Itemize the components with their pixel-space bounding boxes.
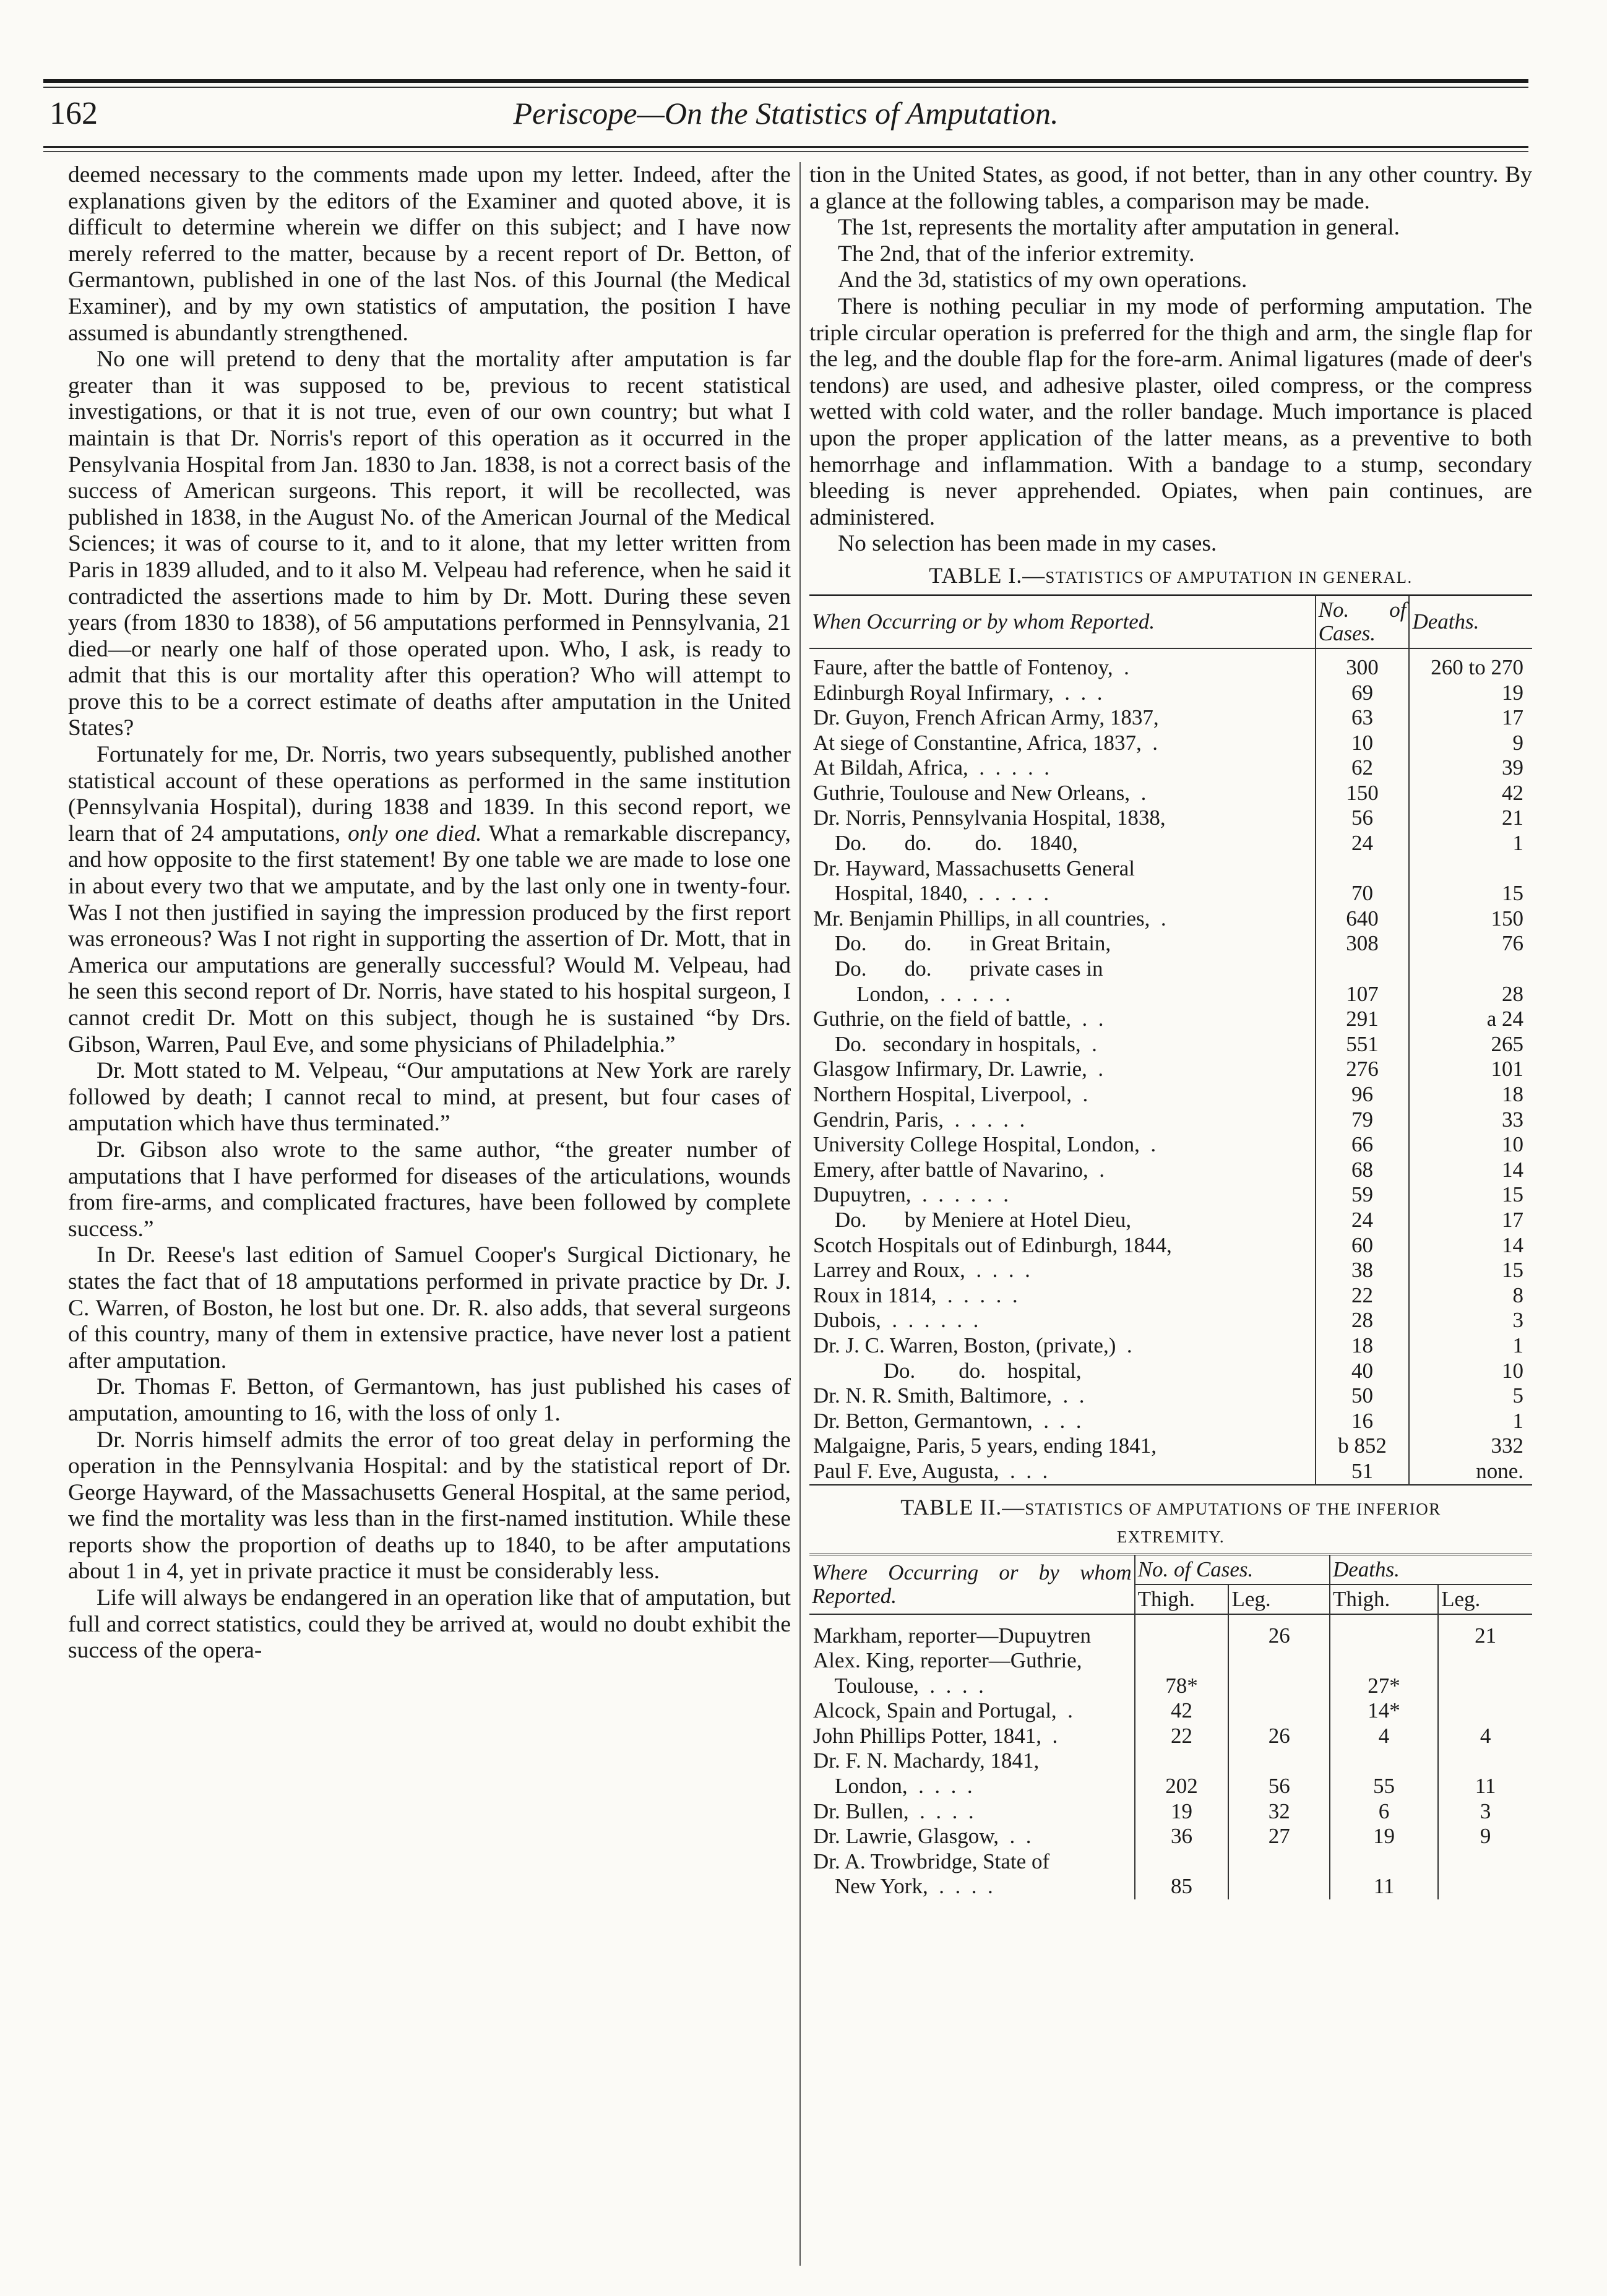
table2-row-value [1228,1648,1330,1674]
table1-row-label: Do. do. private cases in [813,957,1103,981]
table1-row-label: At siege of Constantine, Africa, 1837, . [813,730,1158,755]
paragraph: Dr. Mott stated to M. Velpeau, “Our amputations at New York are rarely followed by death; I cannot recal to mind, at present, but four cases of amputation which have thus terminated.” [68,1058,791,1137]
table1-row-value: 150 [1316,781,1410,806]
table2-row-value: 21 [1438,1614,1532,1649]
list-item: The 1st, represents the mortality after amputation in general. [838,215,1400,241]
table1-row [809,1308,1532,1333]
table1-row [809,1032,1532,1057]
table1-row-value: b 852 [1316,1434,1410,1459]
table1-row-label: Scotch Hospitals out of Edinburgh, 1844, [813,1232,1172,1257]
table2-row-value [1438,1648,1532,1674]
table2-row-value: 4 [1330,1724,1438,1749]
table1-row-label: Do. do. hospital, [813,1358,1082,1383]
table1-row-value: 40 [1316,1359,1410,1384]
table1-row-value: 14 [1409,1233,1532,1258]
table1-row-label: Glasgow Infirmary, Dr. Lawrie, . [813,1057,1104,1081]
table1-row-label: Dupuytren, . . . . . . [813,1182,1009,1207]
right-column [809,162,1532,1899]
table2-row-value [1135,1748,1229,1774]
table1-row-label: London, . . . . . [813,981,1010,1006]
table2-row-value: 26 [1228,1614,1330,1649]
table1-row-label: Malgaigne, Paris, 5 years, ending 1841, [813,1434,1157,1458]
table2-caption-main: TABLE II.— [900,1494,1025,1520]
table1-row-label: Do. do. do. 1840, [813,831,1078,856]
paragraph: tion in the United States, as good, if not better, than in any other country. By a glance at the following tables, a comparison may be made. [809,162,1532,214]
table1-header-cases: No. of Cases. [1316,595,1410,648]
table1-row-value [1409,957,1532,982]
table1-row-label: Roux in 1814, . . . . . [813,1283,1018,1307]
table2-row-value: 26 [1228,1724,1330,1749]
table1-caption-main: TABLE I.— [929,562,1046,588]
table1-row [809,931,1532,957]
table2-row-label: John Phillips Potter, 1841, . [813,1723,1058,1748]
paragraph: Life will always be endangered in an operation like that of amputation, but full and correct statistics, could they be arrived at, would no doubt exhibit the success of the opera- [68,1585,791,1664]
table1-row-value: 60 [1316,1233,1410,1258]
table1-row-value: 24 [1316,831,1410,856]
table2-row-value: 14* [1330,1698,1438,1724]
table2-row-value: 19 [1135,1799,1229,1825]
table1-row-value: 150 [1409,906,1532,932]
table2-row-value [1438,1674,1532,1699]
table1-row [809,648,1532,681]
table1-row-label: Do. secondary in hospitals, . [813,1031,1097,1056]
table1-row-label: Emery, after battle of Navarino, . [813,1157,1105,1182]
table2-row-value [1228,1674,1330,1699]
table1-row-value: 17 [1409,1208,1532,1233]
list-item: The 2nd, that of the inferior extremity. [838,241,1195,267]
table2-row-value: 27 [1228,1824,1330,1849]
table2 [809,1554,1532,1900]
table1-row [809,982,1532,1007]
table2-row-value [1438,1849,1532,1875]
table1-row-value: 291 [1316,1007,1410,1032]
table1-row-value: 15 [1409,881,1532,906]
table1-row-value: 332 [1409,1434,1532,1459]
table1-row [809,1233,1532,1258]
table1-row-label: Dr. Betton, Germantown, . . . [813,1408,1082,1433]
table2-row-value: 42 [1135,1698,1229,1724]
table1-row-label: Edinburgh Royal Infirmary, . . . [813,680,1103,705]
table1-row [809,1359,1532,1384]
table1-caption-smallcaps: STATISTICS OF AMPUTATION IN GENERAL. [1045,567,1413,587]
table2-header-cases: No. of Cases. [1135,1554,1330,1584]
table2-row-value: 32 [1228,1799,1330,1825]
table2-row-label: Dr. A. Trowbridge, State of [813,1849,1050,1873]
table1-row-value: 265 [1409,1032,1532,1057]
table2-row-value [1330,1748,1438,1774]
header-rule [43,146,1528,148]
table1-row-value: 8 [1409,1283,1532,1309]
table1-header-when: When Occurring or by whom Reported. [809,595,1316,648]
table1-row [809,906,1532,932]
table2-subheader-leg: Leg. [1438,1584,1532,1614]
table1-row-value: 19 [1409,681,1532,706]
table1-row-value: 24 [1316,1208,1410,1233]
running-title: Periscope—On the Statistics of Amputation. [513,96,1059,131]
table1-row [809,831,1532,856]
table1-row-value: 76 [1409,931,1532,957]
table1-row [809,1283,1532,1309]
table1-row-value: 260 to 270 [1409,648,1532,681]
emphasis: only one died. [348,820,482,846]
table1-row-label: Mr. Benjamin Phillips, in all countries, . [813,906,1166,931]
table1-row [809,1107,1532,1133]
table1-row-label: Dr. N. R. Smith, Baltimore, . . [813,1383,1085,1408]
table1-row [809,1132,1532,1158]
left-column [68,162,791,1664]
table2-subheader-thigh: Thigh. [1330,1584,1438,1614]
table1-row-label: University College Hospital, London, . [813,1132,1157,1157]
table1-body [809,648,1532,1485]
table2-row-value: 55 [1330,1774,1438,1799]
table2-row-value [1438,1698,1532,1724]
page-number: 162 [50,96,98,131]
table2-row-label: Dr. F. N. Machardy, 1841, [813,1748,1040,1773]
table1-row-label: Faure, after the battle of Fontenoy, . [813,655,1129,679]
table2-row-value: 56 [1228,1774,1330,1799]
column-separator [799,162,801,2266]
table2-row [809,1874,1532,1899]
table2-row-value: 19 [1330,1824,1438,1849]
table1-row [809,681,1532,706]
table1-row-value: 300 [1316,648,1410,681]
table1-row-value: 9 [1409,731,1532,756]
table1-row-label: Do. by Meniere at Hotel Dieu, [813,1207,1132,1232]
table2-row-value [1135,1849,1229,1875]
table1-header-deaths: Deaths. [1409,595,1532,648]
table2-row-label: New York, . . . . [813,1874,993,1899]
table1-row-value: 14 [1409,1158,1532,1183]
table1-row-value: 18 [1409,1082,1532,1107]
table1-row-value: 38 [1316,1258,1410,1283]
table1-row-value: 70 [1316,881,1410,906]
table2-row-value: 3 [1438,1799,1532,1825]
table2-row-value [1330,1849,1438,1875]
table2-row-value [1228,1748,1330,1774]
header-rule-thin [43,151,1528,152]
table1-row-value: 28 [1316,1308,1410,1333]
table1-row-value: 1 [1409,831,1532,856]
table2-header-where: Where Occurring or by whom Reported. [809,1554,1135,1614]
paragraph: deemed necessary to the comments made upon my letter. Indeed, after the explanations given by the editors of the Examiner and quoted above, it is difficult to determine wherein we differ on this subject; and I have now merely referred to the matter, because by a recent report of Dr. Betton, of Germantown, published in one of the last Nos. of this Journal (the Medical Examiner), and by my own statistics of amputation, the position I have assumed is abundantly strengthened. [68,162,791,346]
table1-row [809,705,1532,731]
table2-row [809,1824,1532,1849]
table2-caption [809,1494,1532,1550]
table2-row-label: Alcock, Spain and Portugal, . [813,1698,1073,1723]
table1-row [809,1007,1532,1032]
table2-row [809,1748,1532,1774]
table1-row-value: 10 [1316,731,1410,756]
table2-row-value [1330,1614,1438,1649]
table1-row-value: 640 [1316,906,1410,932]
table1-row-value: 10 [1409,1132,1532,1158]
table1-row-label: Dr. Hayward, Massachusetts General [813,856,1135,880]
table2-row-value [1228,1698,1330,1724]
table1-row-value: 15 [1409,1258,1532,1283]
table1-row-value: 28 [1409,982,1532,1007]
table2-row-value: 85 [1135,1874,1229,1899]
table1-row-value: 68 [1316,1158,1410,1183]
table1-row-value: 10 [1409,1359,1532,1384]
table1-row [809,957,1532,982]
table2-row [809,1698,1532,1724]
table1-row-value: 96 [1316,1082,1410,1107]
table2-row [809,1724,1532,1749]
table1-row-value: 22 [1316,1283,1410,1309]
table1-row-value: 66 [1316,1132,1410,1158]
table1-row-value: 51 [1316,1459,1410,1485]
table1-row-label: Guthrie, on the field of battle, . . [813,1007,1104,1031]
table1-row-value: 1 [1409,1333,1532,1359]
table2-row [809,1849,1532,1875]
table2-row-label: London, . . . . [813,1774,973,1799]
table1-row-label: Dubois, . . . . . . [813,1308,979,1333]
table2-row-value: 202 [1135,1774,1229,1799]
table1-row [809,1383,1532,1409]
table1-row-value: 21 [1409,806,1532,831]
text-run: Fortunately for me, Dr. Norris, two years subsequently, published another statistical account of these operations as performed in the same institution (Pennsylvania Hospital), during 1838 and 1839. In this second report, we learn that of 24 amputations, [68,742,791,846]
table1-row-label: Do. do. in Great Britain, [813,931,1111,956]
table2-row-label: Dr. Lawrie, Glasgow, . . [813,1824,1032,1849]
table1-row-value: 79 [1316,1107,1410,1133]
top-double-rule [43,79,1528,83]
table1-row [809,1182,1532,1208]
table1-row-value: 18 [1316,1333,1410,1359]
table2-row-value [1228,1849,1330,1875]
table1-row-label: Northern Hospital, Liverpool, . [813,1082,1088,1106]
table1-row [809,1258,1532,1283]
table1-row [809,1057,1532,1082]
list-item: And the 3d, statistics of my own operations. [838,267,1247,293]
table1-row [809,1082,1532,1107]
table1-row-value: none. [1409,1459,1532,1485]
table1-row [809,1434,1532,1459]
paragraph: Dr. Norris himself admits the error of too great delay in performing the operation in the Pennsylvania Hospital: and by the statistical report of Dr. George Hayward, of the Massachusetts General Hospital, at the same period, we find the mortality was less than in the first-named institution. While these reports show the proportion of deaths up to 1840, to be after amputations about 1 in 4, yet in private practice it must be considerably less. [68,1427,791,1584]
text-run: What a remarkable discrepancy, and how opposite to the first statement! By one table we are made to lose one in about every two that we amputate, and by the last only one in twenty-four. Was I not then justified in saying the impression produced by the first report was erroneous? Was I not right in supporting the assertion of Dr. Mott, that in America our amputations are generally successful? Would M. Velpeau, had he seen this second report of Dr. Norris, have stated to his hospital surgeon, I cannot credit Dr. Mott on this subject, though he is sustained “by Drs. Gibson, Warren, Paul Eve, and some physicians of Philadelphia.” [68,820,791,1057]
table2-row-value [1438,1748,1532,1774]
table1-row-value: 17 [1409,705,1532,731]
table2-body [809,1614,1532,1900]
table1-row-label: Dr. J. C. Warren, Boston, (private,) . [813,1333,1132,1357]
table2-row-label: Alex. King, reporter—Guthrie, [813,1648,1082,1673]
table1-row-value: 276 [1316,1057,1410,1082]
table2-row-value: 27* [1330,1674,1438,1699]
table1-row-value: 107 [1316,982,1410,1007]
table2-caption-smallcaps-1: STATISTICS OF AMPUTATIONS OF THE INFERIOR [1025,1499,1441,1518]
table1-row-label: Guthrie, Toulouse and New Orleans, . [813,780,1147,805]
table2-row [809,1799,1532,1825]
table2-row [809,1674,1532,1699]
table2-row-label: Toulouse, . . . . [813,1673,984,1698]
table1-row [809,1459,1532,1485]
table1-row-label: Larrey and Roux, . . . . [813,1258,1030,1283]
table2-row-value [1330,1648,1438,1674]
table1-row [809,1158,1532,1183]
table2-row-value [1438,1874,1532,1899]
table1-row [809,1333,1532,1359]
paragraph-norris-second-report [68,742,791,1058]
table1-row [809,856,1532,882]
paragraph: There is nothing peculiar in my mode of performing amputation. The triple circular operation is preferred for the thigh and arm, the single flap for the leg, and the double flap for the fore-arm. Animal ligatures (made of deer's tendons) are used, and adhesive plaster, oiled compress, or the compress wetted with cold water, and the roller bandage. Much importance is placed upon the proper application of the latter means, as a preventive to both hemorrhage and inflammation. With a bandage to a stump, secondary bleeding is never apprehended. Opiates, when pain continues, are administered. [809,293,1532,530]
paragraph: In Dr. Reese's last edition of Samuel Cooper's Surgical Dictionary, he states the fact that of 18 amputations performed in private practice by Dr. J. C. Warren, of Boston, he lost but one. Dr. R. also adds, that several surgeons of this country, many of them in extensive practice, have never lost a patient after amputation. [68,1242,791,1374]
table1-row-value: 33 [1409,1107,1532,1133]
table1-row-value: 5 [1409,1383,1532,1409]
table2-header-deaths: Deaths. [1330,1554,1532,1584]
table1-row [809,755,1532,781]
table1-row-value: 39 [1409,755,1532,781]
table2-subheader-thigh: Thigh. [1135,1584,1229,1614]
table2-row-value [1135,1614,1229,1649]
table1-row-value: 101 [1409,1057,1532,1082]
table1-row-value: 1 [1409,1409,1532,1434]
table1-row [809,881,1532,906]
table2-row-value: 36 [1135,1824,1229,1849]
table2-row-value: 78* [1135,1674,1229,1699]
table1 [809,594,1532,1486]
table1-row-value: a 24 [1409,1007,1532,1032]
table1-row-value: 56 [1316,806,1410,831]
table1-row-label: At Bildah, Africa, . . . . . [813,755,1050,780]
table1-row-value: 308 [1316,931,1410,957]
table1-row [809,731,1532,756]
top-rule-thin [43,87,1528,88]
table1-row-value: 63 [1316,705,1410,731]
table1-row-value: 3 [1409,1308,1532,1333]
table1-row-value [1316,856,1410,882]
table2-row-value: 6 [1330,1799,1438,1825]
table2-row-value [1135,1648,1229,1674]
table2-row [809,1648,1532,1674]
table1-row-value: 42 [1409,781,1532,806]
table1-row-value: 16 [1316,1409,1410,1434]
table2-row [809,1774,1532,1799]
table1-row-value: 551 [1316,1032,1410,1057]
table1-row-value: 62 [1316,755,1410,781]
table2-row-value: 22 [1135,1724,1229,1749]
table1-row-value [1316,957,1410,982]
table1-caption [809,562,1532,590]
table1-row-value: 15 [1409,1182,1532,1208]
table2-row-value: 9 [1438,1824,1532,1849]
table2-row-value: 11 [1330,1874,1438,1899]
paragraph: Dr. Thomas F. Betton, of Germantown, has just published his cases of amputation, amounting to 16, with the loss of only 1. [68,1374,791,1426]
table2-row-value: 11 [1438,1774,1532,1799]
table2-row [809,1614,1532,1649]
table2-row-label: Dr. Bullen, . . . . [813,1799,974,1823]
table1-row-label: Gendrin, Paris, . . . . . [813,1107,1025,1132]
table1-row [809,806,1532,831]
table1-row [809,781,1532,806]
paragraph: No selection has been made in my cases. [838,531,1217,557]
paragraph: Dr. Gibson also wrote to the same author, “the greater number of amputations that I have performed for diseases of the articulations, wounds from fire-arms, and complicated fractures, have been followed by complete success.” [68,1137,791,1242]
table1-row-label: Paul F. Eve, Augusta, . . . [813,1458,1048,1483]
table1-row-label: Hospital, 1840, . . . . . [813,881,1049,906]
table1-row-value: 69 [1316,681,1410,706]
table1-row-value: 59 [1316,1182,1410,1208]
table1-row [809,1409,1532,1434]
table1-row-label: Dr. Norris, Pennsylvania Hospital, 1838, [813,806,1166,830]
table1-row-value [1409,856,1532,882]
table1-row-label: Dr. Guyon, French African Army, 1837, [813,705,1159,730]
table2-row-value: 4 [1438,1724,1532,1749]
page-header [43,93,1528,142]
table1-row-value: 50 [1316,1383,1410,1409]
table2-row-label: Markham, reporter—Dupuytren [813,1623,1092,1648]
table2-subheader-leg: Leg. [1228,1584,1330,1614]
table2-caption-smallcaps-2: EXTREMITY. [1116,1527,1225,1546]
paragraph: No one will pretend to deny that the mortality after amputation is far greater than it was supposed to be, previous to recent statistical investigations, or that it is not true, even of our own country; but what I maintain is that Dr. Norris's report of this operation as it occurred in the Pensylvania Hospital from Jan. 1830 to Jan. 1838, is not a correct basis of the success of American surgeons. This report, it will be recollected, was published in 1838, in the August No. of the American Journal of the Medical Sciences; it was of course to it, and to it alone, that my letter written from Paris in 1839 alluded, and to it also M. Velpeau had reference, when he said it contradicted the assertions made to him by Dr. Mott. During these seven years (from 1830 to 1838), of 56 amputations performed in Pennsylvania, 21 died—or nearly one half of those operated upon. Who, I ask, is ready to admit that this is our mortality after this operation? Who will attempt to prove this to be a correct estimate of deaths after amputation in the United States? [68,346,791,741]
table2-row-value [1228,1874,1330,1899]
table1-row [809,1208,1532,1233]
